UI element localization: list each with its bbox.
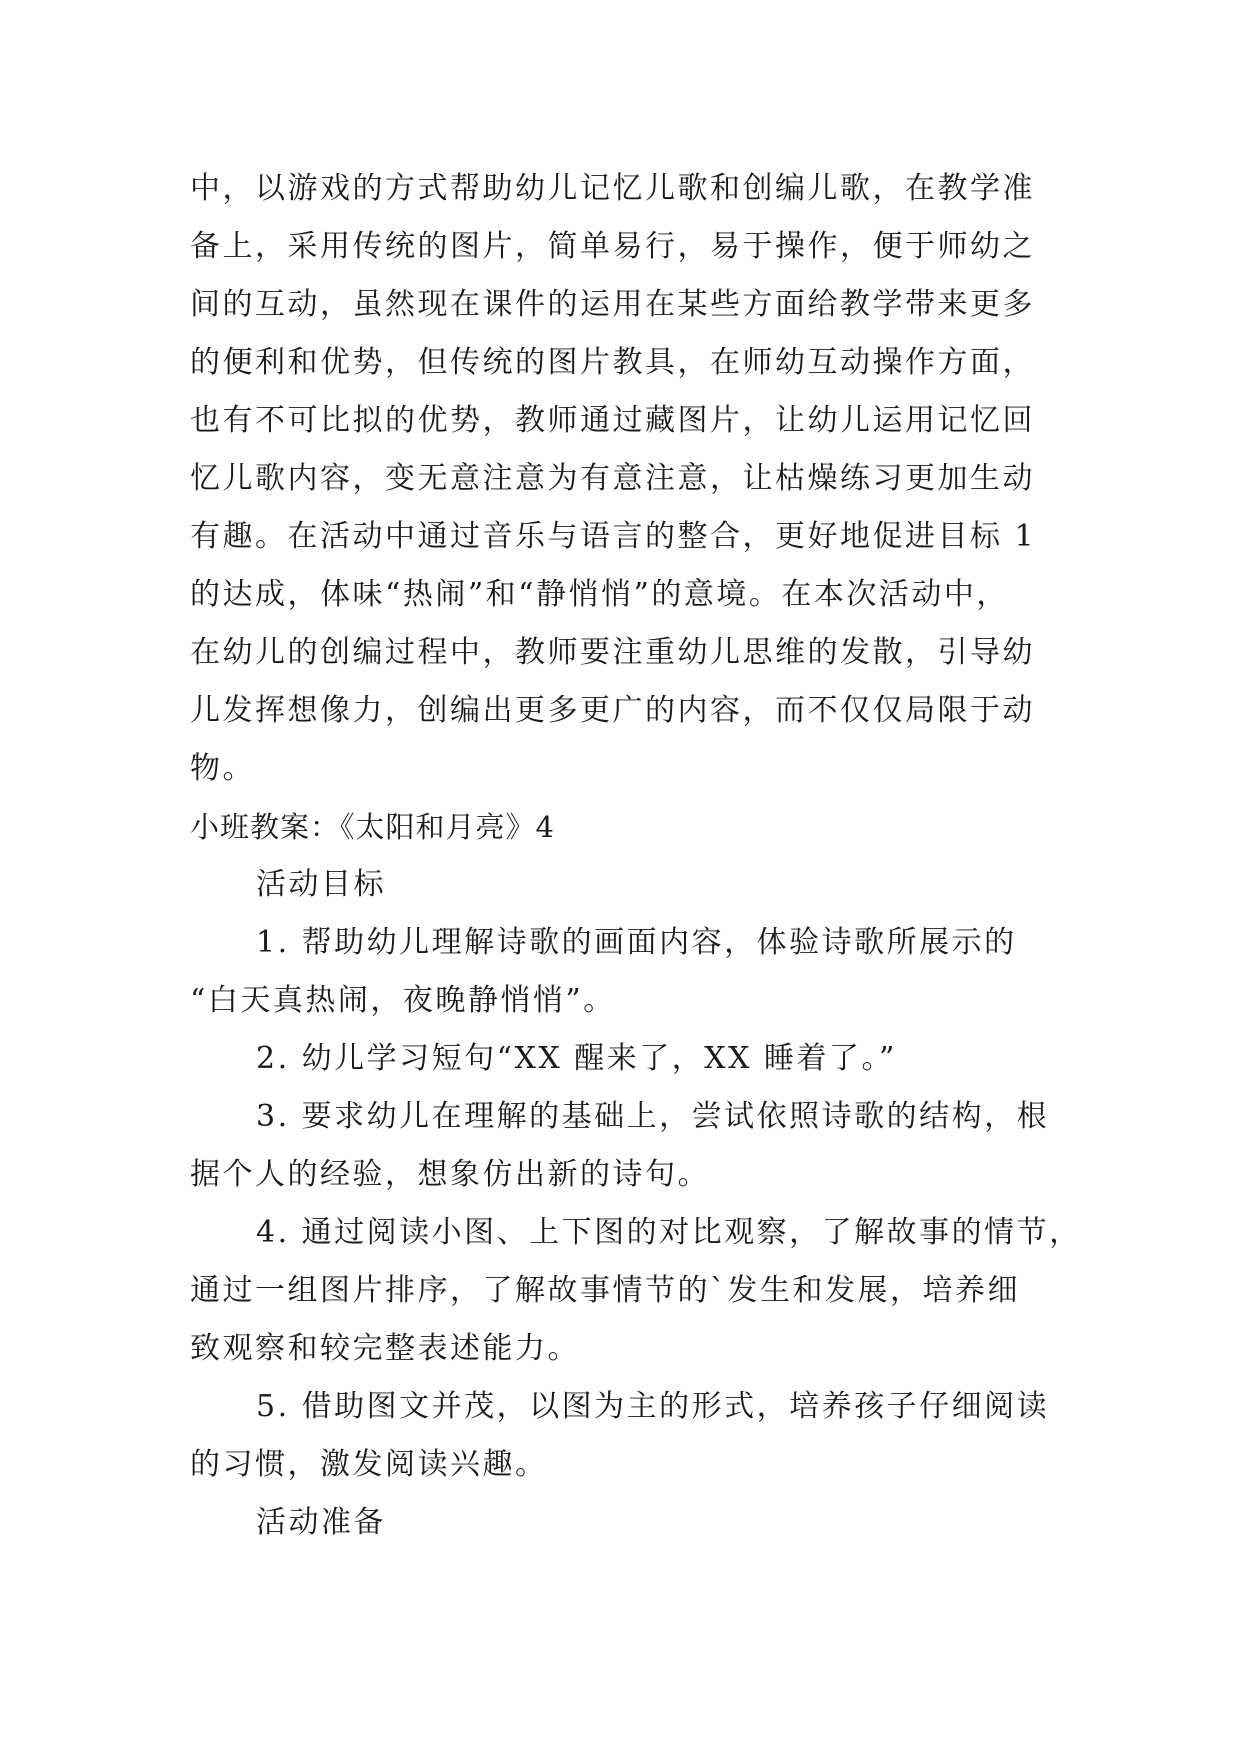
text-line: 在幼儿的创编过程中，教师要注重幼儿思维的发散，引导幼 [190, 635, 1035, 670]
text-line: 5. 借助图文并茂，以图为主的形式，培养孩子仔细阅读 [256, 1389, 1050, 1424]
goal-item-1 [190, 914, 1050, 1030]
text-line: 物。 [190, 751, 255, 786]
text-line: “白天真热闹，夜晚静悄悄”。 [190, 983, 616, 1018]
section-title: 小班教案：《太阳和月亮》4 [190, 810, 555, 844]
text-line: 1. 帮助幼儿理解诗歌的画面内容，体验诗歌所展示的 [256, 925, 1017, 960]
text-line: 的习惯，激发阅读兴趣。 [190, 1447, 548, 1482]
text-line: 的便利和优势，但传统的图片教具，在师幼互动操作方面， [190, 345, 1035, 380]
goals-heading: 活动目标 [256, 867, 386, 902]
preparation-heading: 活动准备 [256, 1505, 386, 1540]
goal-item-3 [190, 1088, 1050, 1204]
goal-item-5 [190, 1378, 1050, 1494]
text-line: 也有不可比拟的优势，教师通过藏图片，让幼儿运用记忆回 [190, 403, 1035, 438]
text-line: 据个人的经验，想象仿出新的诗句。 [190, 1157, 710, 1192]
text-line: 的达成，体味“热闹”和“静悄悄”的意境。在本次活动中， [190, 577, 1009, 612]
text-line: 中，以游戏的方式帮助幼儿记忆儿歌和创编儿歌，在教学准 [190, 171, 1035, 206]
text-line: 4. 通过阅读小图、上下图的对比观察，了解故事的情节， [256, 1215, 1082, 1250]
text-line: 3. 要求幼儿在理解的基础上，尝试依照诗歌的结构，根 [256, 1099, 1050, 1134]
text-line: 有趣。在活动中通过音乐与语言的整合，更好地促进目标 1 [190, 519, 1037, 554]
text-line: 儿发挥想像力，创编出更多更广的内容，而不仅仅局限于动 [190, 693, 1035, 728]
text-line: 间的互动，虽然现在课件的运用在某些方面给教学带来更多 [190, 287, 1035, 322]
goal-item-4 [190, 1204, 1082, 1378]
text-line: 忆儿歌内容，变无意注意为有意注意，让枯燥练习更加生动 [190, 461, 1035, 496]
paragraph-intro [190, 160, 1050, 798]
text-line: 通过一组图片排序，了解故事情节的`发生和发展，培养细 [190, 1273, 1020, 1308]
text-line: 致观察和较完整表述能力。 [190, 1331, 580, 1366]
text-line: 2. 幼儿学习短句“XX 醒来了，XX 睡着了。” [256, 1041, 897, 1076]
goal-item-2 [190, 1030, 1050, 1088]
document-page [190, 160, 1082, 1552]
text-line: 备上，采用传统的图片，简单易行，易于操作，便于师幼之 [190, 229, 1035, 264]
